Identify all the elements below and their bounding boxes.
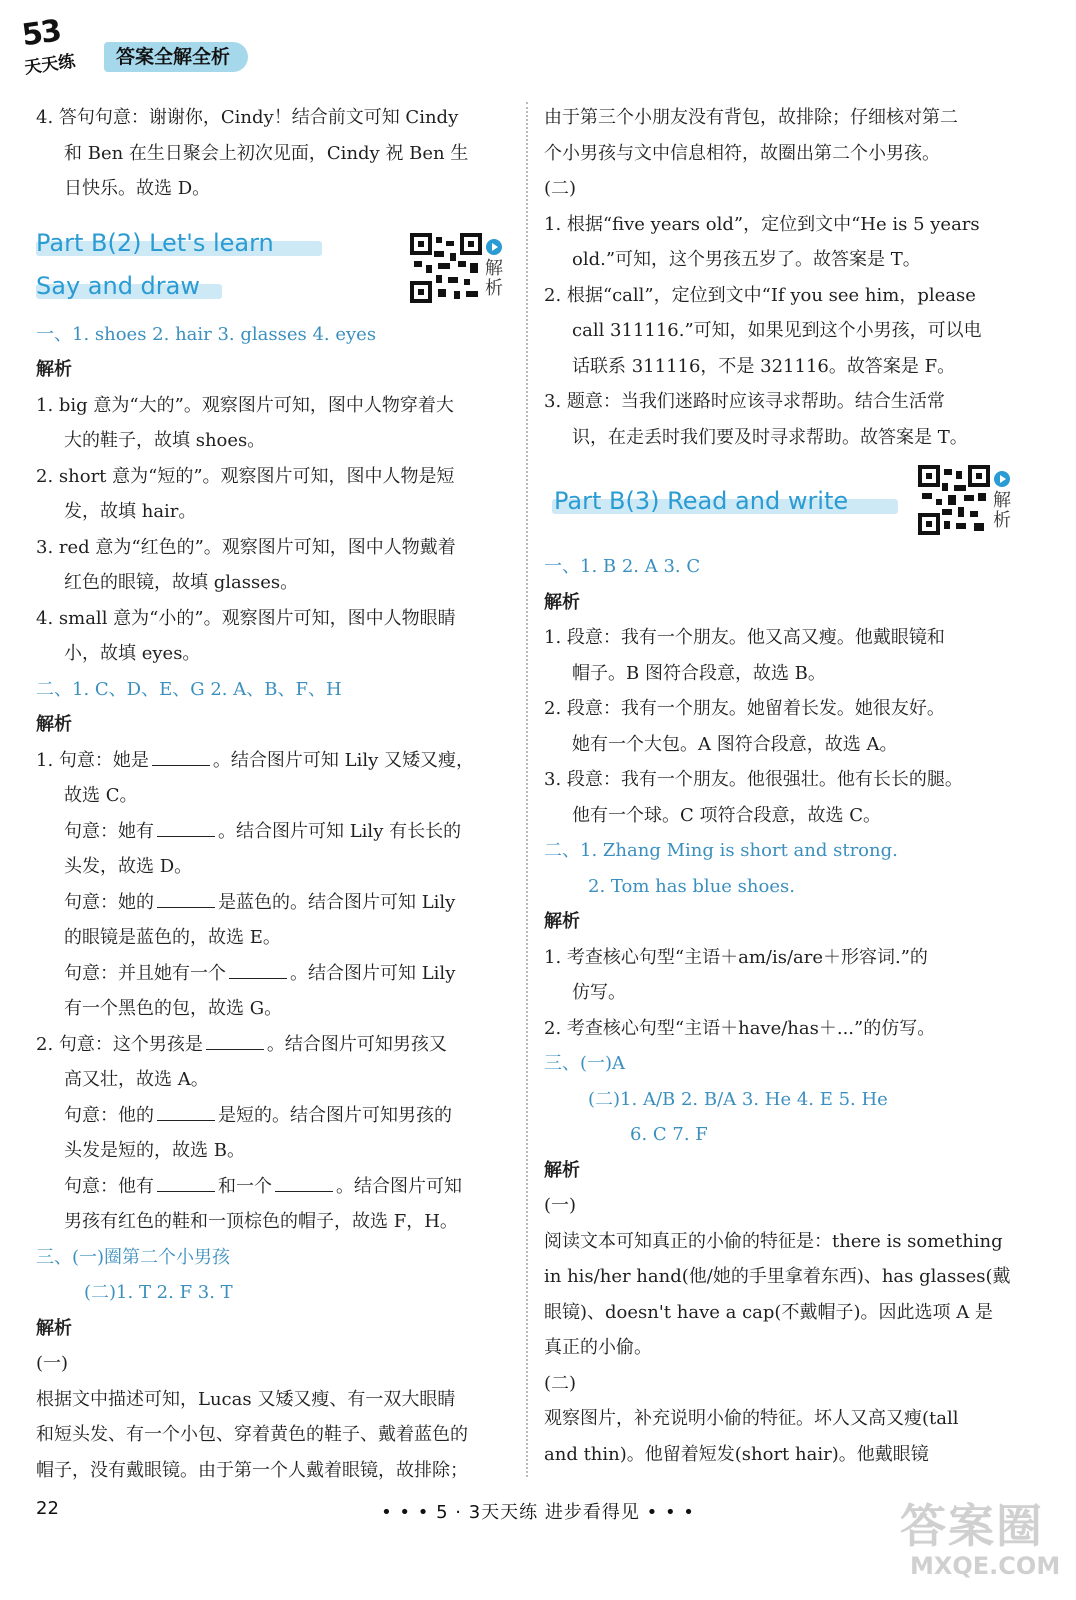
text-line: 3. 段意：我有一个朋友。他很强壮。他有长长的腿。 — [544, 769, 963, 790]
subsection-label: (一) — [36, 1353, 69, 1374]
text-line: 和 Ben 在生日聚会上初次见面，Cindy 祝 Ben 生 — [64, 142, 469, 164]
site-watermark — [900, 1490, 1070, 1600]
section-heading-part-b3 — [544, 455, 1036, 549]
subsection-label: (二) — [544, 178, 577, 199]
section-subtitle: Say and draw — [36, 271, 200, 300]
answer-line: (二)1. A/B 2. B/A 3. He 4. E 5. He — [588, 1088, 888, 1110]
text-line: 仿写。 — [572, 982, 626, 1003]
left-column — [36, 100, 516, 1488]
logo-subtitle: 天天练 — [23, 51, 77, 79]
text-line: 2. 根据“call”，定位到文中“If you see him，please — [544, 284, 976, 306]
text-line: 1. 根据“five years old”，定位到文中“He is 5 years — [544, 213, 980, 235]
answer-line: 二、1. Zhang Ming is short and strong. — [544, 840, 898, 861]
logo-number: 53 — [19, 13, 63, 54]
qr-label: 解析 — [993, 490, 1011, 531]
subsection-label: (一) — [544, 1195, 577, 1216]
analysis-label: 解析 — [36, 1317, 72, 1339]
text-line: 帽子，没有戴眼镜。由于第一个人戴着眼镜，故排除； — [36, 1459, 468, 1481]
brand-logo — [19, 13, 102, 79]
text-line: 帽子。B 图符合段意，故选 B。 — [572, 662, 826, 684]
text-line: 2. 句意：这个男孩是 。结合图片可知男孩又 — [36, 1033, 447, 1055]
text-line: 话联系 311116，不是 321116。故答案是 F。 — [572, 355, 956, 377]
analysis-label: 解析 — [544, 911, 580, 932]
text-line: 由于第三个小朋友没有背包，故排除；仔细核对第二 — [544, 107, 958, 128]
watermark-logo: 答案圈 — [900, 1499, 1044, 1553]
footer-slogan: • • • 5 · 3天天练 进步看得见 • • • — [381, 1502, 695, 1523]
page-number: 22 — [36, 1498, 59, 1519]
text-line: 4. small 意为“小的”。观察图片可知，图中人物眼睛 — [36, 607, 456, 629]
answer-line: 三、(一)圈第二个小男孩 — [36, 1246, 231, 1268]
text-line: 头发是短的，故选 B。 — [64, 1140, 245, 1161]
answer-line: 一、1. shoes 2. hair 3. glasses 4. eyes — [36, 323, 377, 345]
play-icon[interactable] — [486, 239, 502, 255]
text-line: 2. 段意：我有一个朋友。她留着长发。她很友好。 — [544, 698, 945, 719]
text-line: 1. 句意：她是 。结合图片可知 Lily 又矮又瘦， — [36, 749, 474, 771]
qr-label: 解析 — [485, 257, 503, 299]
answer-blank — [229, 961, 287, 979]
text-line: 真正的小偷。 — [544, 1337, 652, 1358]
analysis-label: 解析 — [36, 714, 72, 735]
section-heading-part-b2 — [36, 207, 516, 317]
text-line: 他有一个球。C 项符合段意，故选 C。 — [572, 804, 881, 826]
text-line: 1. big 意为“大的”。观察图片可知，图中人物穿着大 — [36, 394, 454, 416]
text-line: 句意：并且她有一个 。结合图片可知 Lily — [64, 962, 456, 984]
text-line: call 311116.”可知，如果见到这个小男孩，可以电 — [572, 320, 982, 341]
section-title: Part B(2) Let's learn — [36, 228, 274, 257]
play-icon[interactable] — [994, 471, 1010, 487]
text-line: 和短头发、有一个小包、穿着黄色的鞋子、戴着蓝色的 — [36, 1424, 468, 1445]
text-line: 发，故填 hair。 — [64, 501, 197, 522]
text-line: 头发，故选 D。 — [64, 856, 193, 877]
text-line: 句意：他的 是短的。结合图片可知男孩的 — [64, 1104, 452, 1126]
text-line: 大的鞋子，故填 shoes。 — [64, 430, 266, 451]
qr-code-icon[interactable] — [410, 233, 482, 303]
text-line: 有一个黑色的包，故选 G。 — [64, 998, 283, 1019]
text-line: 2. 考查核心句型“主语＋have/has＋...”的仿写。 — [544, 1017, 936, 1039]
section-title: Part B(3) Read and write — [554, 487, 849, 515]
answer-line: 一、1. B 2. A 3. C — [544, 556, 701, 577]
answer-line: (二)1. T 2. F 3. T — [84, 1282, 233, 1303]
watermark-url: MXQE.COM — [910, 1552, 1061, 1580]
text-line: 高又壮，故选 A。 — [64, 1069, 209, 1090]
answer-blank — [157, 1174, 215, 1192]
text-line: 1. 段意：我有一个朋友。他又高又瘦。他戴眼镜和 — [544, 627, 945, 648]
text-line: 男孩有红色的鞋和一顶棕色的帽子，故选 F，H。 — [64, 1211, 458, 1232]
text-line: 的眼镜是蓝色的，故选 E。 — [64, 927, 281, 948]
text-line: 1. 考查核心句型“主语＋am/is/are＋形容词.”的 — [544, 946, 928, 968]
text-line: 2. short 意为“短的”。观察图片可知，图中人物是短 — [36, 465, 455, 487]
answer-blank — [152, 748, 210, 766]
analysis-label: 解析 — [544, 1159, 580, 1181]
header-banner: 答案全解全析 — [104, 42, 248, 72]
text-line: 红色的眼镜，故填 glasses。 — [64, 572, 299, 593]
text-line: old.”可知，这个男孩五岁了。故答案是 T。 — [572, 249, 921, 270]
text-line: 小，故填 eyes。 — [64, 643, 201, 664]
answer-blank — [157, 1103, 215, 1121]
analysis-label: 解析 — [544, 591, 580, 613]
text-line: 故选 C。 — [64, 785, 138, 806]
answer-line: 6. C 7. F — [630, 1124, 708, 1145]
answer-line: 二、1. C、D、E、G 2. A、B、F、H — [36, 678, 342, 700]
text-line: 句意：他有 和一个 。结合图片可知 — [64, 1175, 462, 1197]
answer-blank — [275, 1174, 333, 1192]
text-line: 观察图片，补充说明小偷的特征。坏人又高又瘦(tall — [544, 1408, 959, 1429]
column-divider — [526, 102, 528, 1477]
text-line: 3. 题意：当我们迷路时应该寻求帮助。结合生活常 — [544, 391, 945, 412]
answer-blank — [206, 1032, 264, 1050]
text-line: 根据文中描述可知，Lucas 又矮又瘦、有一双大眼睛 — [36, 1388, 456, 1410]
answer-line: 三、(一)A — [544, 1053, 626, 1074]
page-header — [0, 0, 1076, 80]
text-line: in his/her hand(他/她的手里拿着东西)、has glasses(戴 — [544, 1266, 1011, 1287]
text-line: 眼镜)、doesn't have a cap(不戴帽子)。因此选项 A 是 — [544, 1301, 993, 1323]
qr-code-icon[interactable] — [918, 465, 990, 535]
text-line: 识，在走丢时我们要及时寻求帮助。故答案是 T。 — [572, 426, 968, 448]
analysis-label: 解析 — [36, 359, 72, 380]
text-line: 阅读文本可知真正的小偷的特征是：there is something — [544, 1230, 1003, 1252]
answer-line: 2. Tom has blue shoes. — [588, 875, 795, 897]
right-column — [544, 100, 1036, 1472]
text-line: 日快乐。故选 D。 — [64, 178, 211, 199]
text-line: 她有一个大包。A 图符合段意，故选 A。 — [572, 733, 898, 755]
answer-blank — [157, 819, 215, 837]
text-line: 3. red 意为“红色的”。观察图片可知，图中人物戴着 — [36, 536, 456, 558]
text-line: 4. 答句句意：谢谢你，Cindy！结合前文可知 Cindy — [36, 107, 459, 128]
text-line: 句意：她的 是蓝色的。结合图片可知 Lily — [64, 891, 456, 913]
text-line: and thin)。他留着短发(short hair)。他戴眼镜 — [544, 1443, 929, 1465]
answer-blank — [157, 890, 215, 908]
subsection-label: (二) — [544, 1372, 577, 1394]
text-line: 句意：她有 。结合图片可知 Lily 有长长的 — [64, 820, 462, 842]
text-line: 个小男孩与文中信息相符，故圈出第二个小男孩。 — [544, 142, 940, 164]
